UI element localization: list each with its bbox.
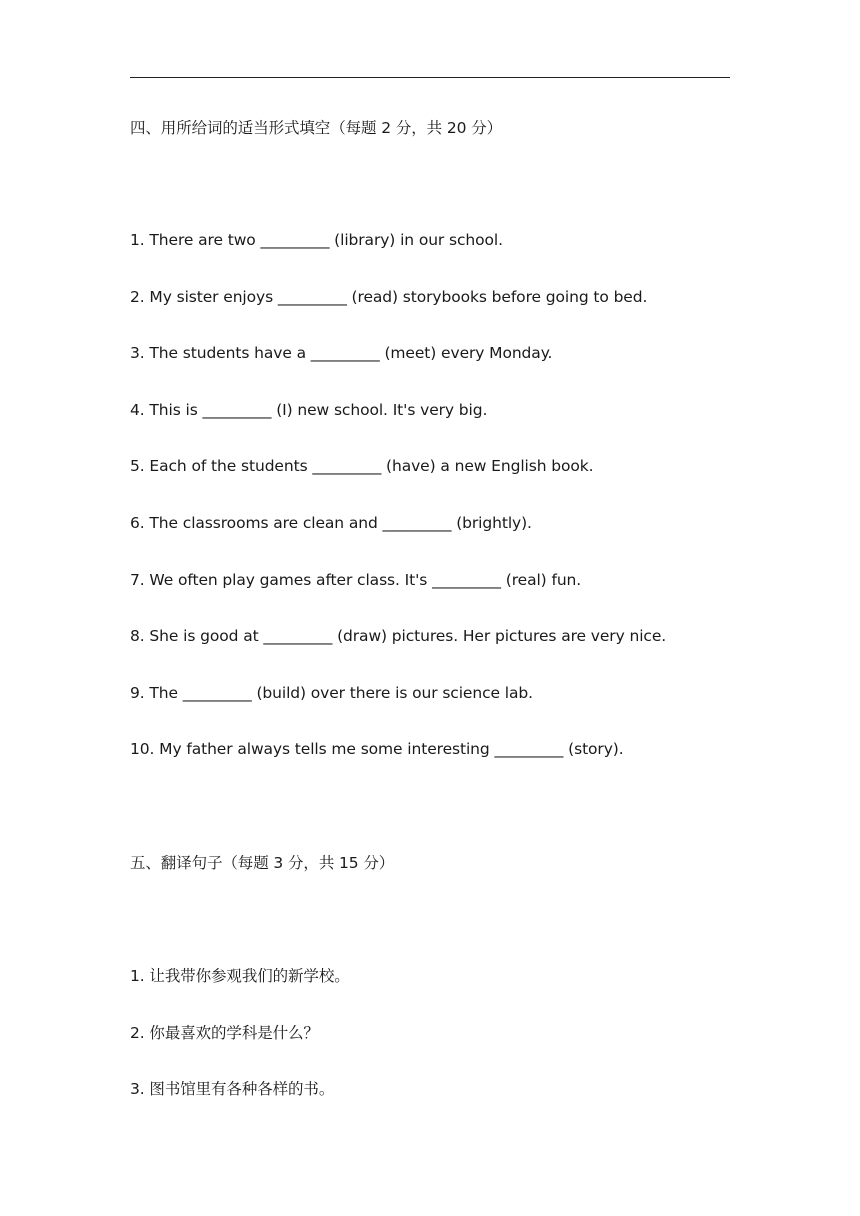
fill-blank-question-10: 10. My father always tells me some interesting _________ (story).: [130, 740, 624, 758]
translation-question-1: 1. 让我带你参观我们的新学校。: [130, 967, 350, 985]
fill-blank-question-7: 7. We often play games after class. It's _________ (real) fun.: [130, 571, 582, 589]
fill-blank-question-1: 1. There are two _________ (library) in our school.: [130, 231, 503, 249]
fill-blank-question-2: 2. My sister enjoys _________ (read) storybooks before going to bed.: [130, 288, 648, 306]
fill-blank-question-8: 8. She is good at _________ (draw) pictures. Her pictures are very nice.: [130, 627, 667, 645]
translation-question-2: 2. 你最喜欢的学科是什么？: [130, 1024, 319, 1042]
fill-blank-question-3: 3. The students have a _________ (meet) every Monday.: [130, 344, 553, 362]
fill-blank-question-6: 6. The classrooms are clean and _________ (brightly).: [130, 514, 532, 532]
fill-blank-question-5: 5. Each of the students _________ (have) a new English book.: [130, 457, 594, 475]
section-4-heading: 四、用所给词的适当形式填空（每题 2 分，共 20 分）: [130, 119, 502, 137]
fill-blank-question-9: 9. The _________ (build) over there is our science lab.: [130, 684, 533, 702]
top-divider: [130, 77, 730, 78]
fill-blank-question-4: 4. This is _________ (I) new school. It's very big.: [130, 401, 488, 419]
section-5-heading: 五、翻译句子（每题 3 分，共 15 分）: [130, 854, 395, 872]
translation-question-3: 3. 图书馆里有各种各样的书。: [130, 1080, 335, 1098]
